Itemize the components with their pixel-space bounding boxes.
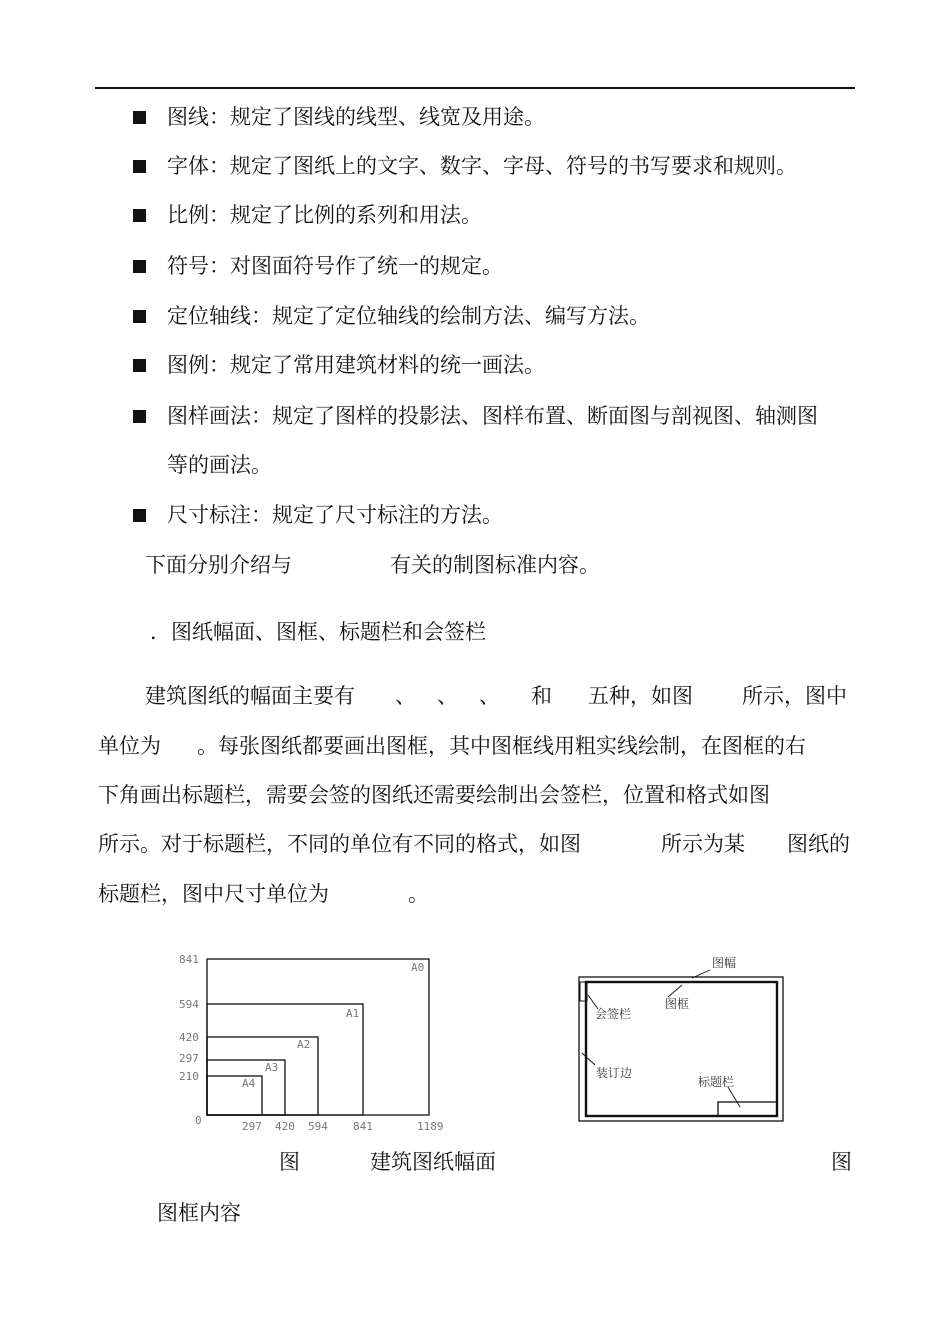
paragraph-text: 。每张图纸都要画出图框，其中图框线用粗实线绘制，在图框的右 [197,734,806,758]
paragraph-text: 所示。对于标题栏，不同的单位有不同的格式，如图 [98,832,581,856]
bullet-text: 图例：规定了常用建筑材料的统一画法。 [167,353,545,377]
bullet-marker [133,410,146,423]
paragraph-text: 。 [408,882,429,906]
drawing-frame-figure [570,945,800,1135]
bullet-text: 符号：对图面符号作了统一的规定。 [167,254,503,278]
bullet-marker [133,310,146,323]
intro-text: 下面分别介绍与 [145,553,292,577]
paragraph-text: 所示为某 [661,832,745,856]
x-tick-label: 1189 [417,1120,444,1133]
frame-label: 标题栏 [698,1075,735,1089]
sheet-label: A2 [297,1038,311,1051]
header-rule [95,87,855,89]
frame-label: 图幅 [712,956,737,970]
x-tick-label: 841 [353,1120,373,1133]
section-heading: ．图纸幅面、图框、标题栏和会签栏 [150,620,486,644]
y-tick-label: 420 [179,1031,199,1044]
bullet-text: 字体：规定了图纸上的文字、数字、字母、符号的书写要求和规则。 [167,154,797,178]
bullet-marker [133,111,146,124]
paragraph-text: 和 [531,684,552,708]
y-tick-label: 297 [179,1052,199,1065]
frame-label: 装订边 [596,1066,633,1080]
title-block [718,1102,777,1116]
paper-size-figure [165,945,455,1140]
figure-caption-title: 图框内容 [157,1201,241,1225]
sheet-label: A4 [242,1077,256,1090]
bullet-marker [133,260,146,273]
bullet-text: 图线：规定了图线的线型、线宽及用途。 [167,105,545,129]
sheet-label: A0 [411,961,425,974]
bullet-text-continuation: 等的画法。 [167,453,272,477]
intro-text: 有关的制图标准内容。 [390,553,600,577]
y-tick-label: 210 [179,1070,199,1083]
figure-caption-prefix: 图 [279,1150,300,1174]
frame-label: 图框 [665,997,690,1011]
paragraph-text: 下角画出标题栏，需要会签的图纸还需要绘制出会签栏，位置和格式如图 [98,783,770,807]
paragraph-text: 、 [395,684,416,708]
figure-caption-title: 建筑图纸幅面 [370,1150,496,1174]
bullet-marker [133,209,146,222]
figure-caption-prefix: 图 [831,1150,852,1174]
bullet-text: 尺寸标注：规定了尺寸标注的方法。 [167,503,503,527]
y-tick-label: 0 [195,1114,202,1127]
frame-label: 会签栏 [595,1007,632,1021]
y-tick-label: 841 [179,953,199,966]
paragraph-text: 五种，如图 [588,684,693,708]
bullet-text: 图样画法：规定了图样的投影法、图样布置、断面图与剖视图、轴测图 [167,404,818,428]
paragraph-text: 建筑图纸的幅面主要有 [145,684,355,708]
bullet-text: 比例：规定了比例的系列和用法。 [167,203,482,227]
paragraph-text: 、 [479,684,500,708]
sheet-label: A1 [346,1007,360,1020]
x-tick-label: 420 [275,1120,295,1133]
bullet-marker [133,359,146,372]
bullet-text: 定位轴线：规定了定位轴线的绘制方法、编写方法。 [167,304,650,328]
paragraph-text: 单位为 [98,734,161,758]
paragraph-text: 图纸的 [787,832,850,856]
bullet-marker [133,509,146,522]
sheet-label: A3 [265,1061,279,1074]
paragraph-text: 标题栏，图中尺寸单位为 [98,882,329,906]
bullet-marker [133,160,146,173]
paragraph-text: 所示，图中 [742,684,847,708]
paragraph-text: 、 [437,684,458,708]
y-tick-label: 594 [179,998,199,1011]
x-tick-label: 297 [242,1120,262,1133]
x-tick-label: 594 [308,1120,328,1133]
